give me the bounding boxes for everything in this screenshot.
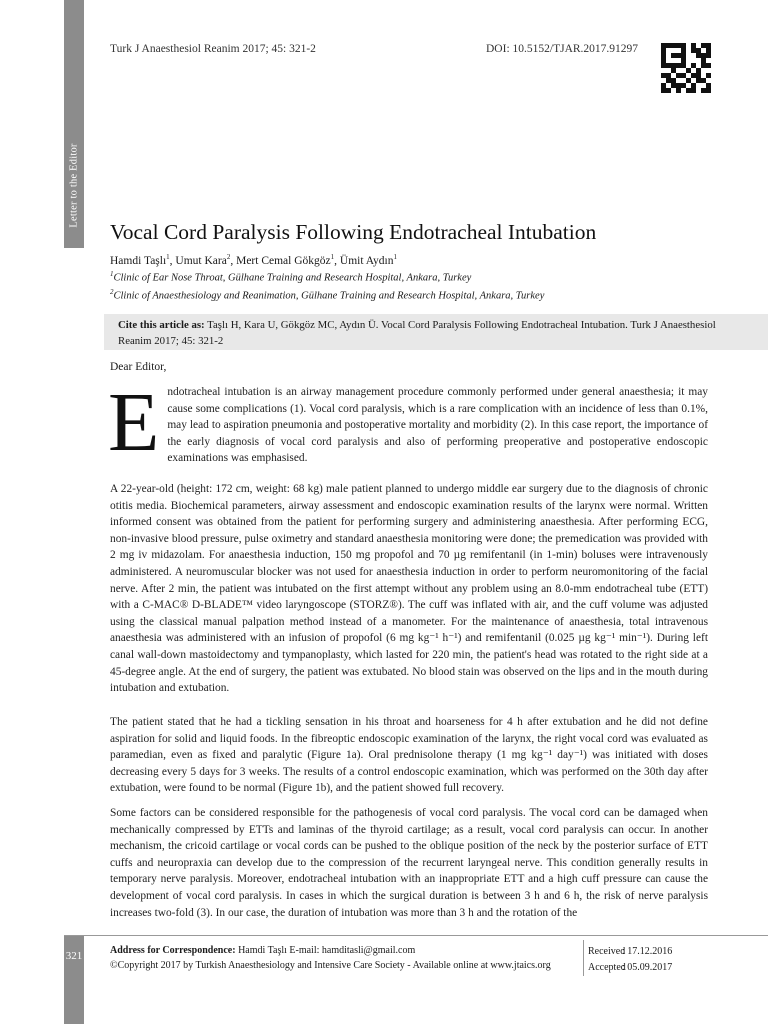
body-paragraph-1: Endotracheal intubation is an airway management procedure commonly performed under general anaesthesia; it may cause some complications (1). Vocal cord paralysis, which is a rare complication with an incidence of less than 0.1%, may lead to aspiration pneumonia and postoperative mortality and morbidity (2). In this case report, the importance of the early diagnosis of vocal cord paralysis and also of performing preoperative and postoperative endoscopic examinations was emphasised. <box>108 376 708 469</box>
affiliation-2: $^2$Clinic of Anaesthesiology and Reanimation, Gülhane Training and Research Hospital, Ankara, Turkey <box>110 288 545 302</box>
submission-dates <box>588 944 672 976</box>
body-paragraph-2: A 22-year-old (height: 172 cm, weight: 68 kg) male patient planned to undergo middle ear surgery due to the diagnosis of chronic otitis media. Biochemical parameters, airway assessment and endoscopic examination results of the larynx were normal. Written informed consent was obtained from the patient for performing surgery and administering anaesthesia. After performing ECG, non-invasive blood pressure, pulse oximetry and standard anaesthesia monitoring were done; the premedication was provided with 2 mg iv midazolam. For anaesthesia induction, 150 mg propofol and 70 µg remifentanil (in 1-min) boluses were intravenously administered. A neuromuscular blocker was not used for anaesthesia induction in order to perform neuromonitoring of the facial nerve. After 2 min, the patient was intubated on the first attempt without any problem using an 8.0-mm endotracheal tube (ETT) with a C-MAC® D-BLADE™ video laryngoscope (STORZ®). The cuff was inflated with air, and the cuff volume was adjusted using the classical manual palpation method instead of a manometer. For the maintenance of anaesthesia, total intravenous anaesthesia was administered with an infusion of propofol (6 mg kg⁻¹ h⁻¹) and remifentanil (0.025 µg kg⁻¹ min⁻¹). During left canal wall-down mastoidectomy and tympanoplasty, which lasted for 220 min, the patient's head was rotated to the right side at a 45-degree angle. At the end of surgery, the patient was extubated. No blood stain was observed on the lips and in the mouth during intubation and extubation. <box>110 483 708 695</box>
footer-divider-line <box>64 935 768 936</box>
qr-code-icon <box>661 43 711 93</box>
cite-label: Cite this article as: <box>118 319 205 331</box>
author-name: Mert Cemal Gökgöz <box>236 254 331 267</box>
citation-box <box>104 314 768 350</box>
copyright-notice: ©Copyright 2017 by Turkish Anaesthesiology and Intensive Care Society - Available online at www.jtaics.org <box>110 960 551 971</box>
footer-vertical-divider <box>583 940 584 976</box>
received-date: Received : 17.12.2016 <box>588 946 673 957</box>
author-name: Hamdi Taşlı <box>110 254 167 267</box>
doi-header[interactable]: DOI: 10.5152/TJAR.2017.91297 <box>486 43 639 55</box>
cite-text: Taşlı H, Kara U, Gökgöz MC, Aydın Ü. Vocal Cord Paralysis Following Endotracheal Intubation. Turk J Anaesthesiol Reanim 2017; 45: 321-2 <box>118 319 716 347</box>
drop-cap: E <box>108 376 160 469</box>
correspondence-address: Address for Correspondence: Hamdi Taşlı E-mail: hamditasli@gmail.com <box>110 945 416 956</box>
journal-citation-header: Turk J Anaesthesiol Reanim 2017; 45: 321-2 <box>110 43 316 55</box>
page-number: 321 <box>65 950 83 962</box>
author-name: Ümit Aydın <box>339 254 394 267</box>
body-paragraph-4: Some factors can be considered responsible for the pathogenesis of vocal cord paralysis. The vocal cord can be damaged when mechanically compressed by ETTs and laminas of the thyroid cartilage; as a result, vocal cord paralysis can occur. In another mechanism, the cricoid cartilage or vocal cords can be pushed to the oblique position of the neck by the posterior surface of ETT cuffs and neuropraxia can develop due to the compression of the recurrent laryngeal nerve. This condition generally results in temporary nerve paralysis. Moreover, endotracheal intubation with an inappropriate ETT and a high cuff pressure can cause the development of vocal cord paralysis. In cases in which the surgical duration is between 3 h and 6 h, the risk of nerve paralysis increases two-fold (3). In our case, the duration of intubation was more than 3 h and the rotation of the <box>110 807 708 919</box>
author-name: Umut Kara <box>175 254 227 267</box>
accepted-date: Accepted : 05.09.2017 <box>588 962 673 973</box>
article-type-label: Letter to the Editor <box>68 142 80 228</box>
salutation: Dear Editor, <box>110 361 167 373</box>
side-strip <box>64 0 84 248</box>
article-title: Vocal Cord Paralysis Following Endotracheal Intubation <box>110 220 597 244</box>
body-paragraph-3: The patient stated that he had a tickling sensation in his throat and hoarseness for 4 h after extubation and he did not define aspiration for solid and liquid foods. In the fibreoptic endoscopic examination of the larynx, the right vocal cord was evaluated as paramedian, even as fixed and paralytic (Figure 1a). Oral prednisolone therapy (1 mg kg⁻¹ day⁻¹) was initiated with doses decreasing every 5 days for 3 weeks. The results of a control endoscopic examination, which was performed on the 30th day after extubation, were found to be normal (Figure 1b), and the patient showed full recovery. <box>110 716 708 795</box>
affiliation-1: $^1$Clinic of Ear Nose Throat, Gülhane Training and Research Hospital, Ankara, Turkey <box>110 270 472 284</box>
author-list: Hamdi Taşlı$^1$, Umut Kara$^2$, Mert Cemal Gökgöz$^1$, Ümit Aydın$^1$ <box>110 253 397 267</box>
